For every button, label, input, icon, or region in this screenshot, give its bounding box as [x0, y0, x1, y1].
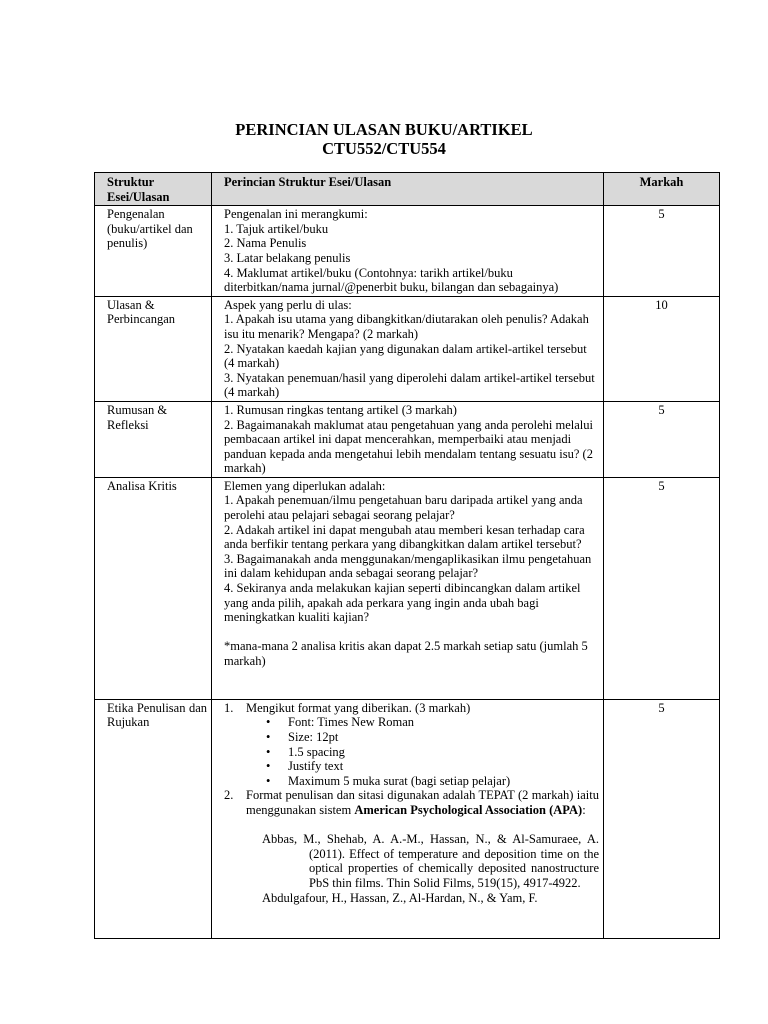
- detail-line: 1. Apakah isu utama yang dibangkitkan/diutarakan oleh penulis? Adakah isu itu menarik? Mengapa? (2 markah): [224, 312, 589, 341]
- markah-cell: 5: [604, 401, 720, 477]
- table-header-row: [95, 173, 720, 206]
- blank-line: [224, 818, 599, 833]
- detail-line: 3. Bagaimanakah anda menggunakan/mengaplikasikan ilmu pengetahuan ini dalam kehidupan anda sebagai seorang pelajar?: [224, 551, 592, 581]
- item-number: 2.: [224, 788, 234, 803]
- detail-line: 1. Tajuk artikel/buku: [224, 221, 329, 236]
- perincian-cell: [212, 296, 604, 401]
- struktur-cell: Pengenalan (buku/artikel dan penulis): [95, 206, 212, 297]
- note-line: *mana-mana 2 analisa kritis akan dapat 2.5 markah setiap satu (jumlah 5 markah): [224, 639, 588, 668]
- detail-line: Pengenalan ini merangkumi:: [224, 207, 368, 222]
- perincian-cell: [212, 401, 604, 477]
- rubric-table: [94, 172, 720, 939]
- detail-line: 4. Sekiranya anda melakukan kajian seperti dibincangkan dalam artikel yang anda pilih, apakah ada perkara yang ingin anda ubah bagi meningkatkan kualiti kajian?: [224, 581, 581, 625]
- detail-line: 3. Nyatakan penemuan/hasil yang diperolehi dalam artikel-artikel tersebut (4 markah): [224, 370, 595, 400]
- numbered-item: [224, 701, 599, 716]
- detail-line: 2. Bagaimanakah maklumat atau pengetahuan yang anda perolehi melalui pembacaan artikel ini dapat mencerahkan, memperbaiki atau menjadi panduan kepada anda mengetahui lebih mendalam tentang sesuatu isu? (2 markah): [224, 417, 593, 476]
- bullet-item: • Size: 12pt: [266, 730, 599, 745]
- detail-line: 1. Apakah penemuan/ilmu pengetahuan baru daripada artikel yang anda perolehi atau pelajari sebagai seorang pelajar?: [224, 493, 583, 523]
- markah-cell: 5: [604, 206, 720, 297]
- apa-style-name: American Psychological Association (APA): [354, 803, 583, 818]
- table-row: [95, 296, 720, 401]
- header-markah: Markah: [604, 173, 720, 206]
- table-row: [95, 477, 720, 699]
- perincian-cell: [212, 477, 604, 699]
- bullet-item: • Maximum 5 muka surat (bagi setiap pelajar): [266, 774, 599, 789]
- item-text-part: :: [582, 803, 586, 818]
- header-perincian: Perincian Struktur Esei/Ulasan: [212, 173, 604, 206]
- bullet-item: • Justify text: [266, 759, 599, 774]
- markah-cell: 5: [604, 477, 720, 699]
- detail-line: Elemen yang diperlukan adalah:: [224, 478, 386, 493]
- detail-line: 4. Maklumat artikel/buku (Contohnya: tarikh artikel/buku diterbitkan/nama jurnal/@penerbit buku, bilangan dan sebagainya): [224, 265, 559, 295]
- struktur-cell: Ulasan & Perbincangan: [95, 296, 212, 401]
- detail-line: 2. Nama Penulis: [224, 236, 307, 251]
- markah-cell: 10: [604, 296, 720, 401]
- table-row: [95, 401, 720, 477]
- detail-line: 1. Rumusan ringkas tentang artikel (3 markah): [224, 402, 457, 417]
- bullet-item: • 1.5 spacing: [266, 745, 599, 760]
- reference-entry: Abdulgafour, H., Hassan, Z., Al-Hardan, N., & Yam, F.: [262, 890, 538, 905]
- detail-line: 2. Nyatakan kaedah kajian yang digunakan dalam artikel-artikel tersebut (4 markah): [224, 341, 587, 371]
- table-row: [95, 206, 720, 297]
- markah-cell: 5: [604, 699, 720, 938]
- perincian-cell: [212, 206, 604, 297]
- blank-line: [224, 625, 599, 640]
- document-title: PERINCIAN ULASAN BUKU/ARTIKEL: [235, 120, 533, 139]
- item-text: [246, 788, 599, 817]
- format-bullet-list: [224, 715, 599, 788]
- detail-line: 3. Latar belakang penulis: [224, 250, 351, 265]
- struktur-cell: Rumusan & Refleksi: [95, 401, 212, 477]
- item-text: Mengikut format yang diberikan. (3 markah): [246, 700, 471, 715]
- header-struktur: Struktur Esei/Ulasan: [95, 173, 212, 206]
- detail-line: 2. Adakah artikel ini dapat mengubah atau memberi kesan terhadap cara anda berfikir tentang perkara yang dibangkitkan dalam artikel tersebut?: [224, 522, 585, 552]
- bullet-item: • Font: Times New Roman: [266, 715, 599, 730]
- struktur-cell: Analisa Kritis: [95, 477, 212, 699]
- detail-line: Aspek yang perlu di ulas:: [224, 297, 352, 312]
- numbered-item: [224, 788, 599, 817]
- reference-entry: Abbas, M., Shehab, A. A.-M., Hassan, N., & Al-Samuraee, A. (2011). Effect of temperature and deposition time on the optical properties of chemically deposited nanostructure PbS thin films. Thin Solid Films, 519(15), 4917-4922.: [262, 832, 599, 890]
- course-code: CTU552/CTU554: [322, 139, 446, 158]
- table-row: [95, 699, 720, 938]
- item-number: 1.: [224, 700, 234, 715]
- item-text-part: Format penulisan dan sitasi digunakan adalah TEPAT (2 markah) iaitu menggunakan sistem: [246, 788, 599, 818]
- perincian-cell: [212, 699, 604, 938]
- struktur-cell: Etika Penulisan dan Rujukan: [95, 699, 212, 938]
